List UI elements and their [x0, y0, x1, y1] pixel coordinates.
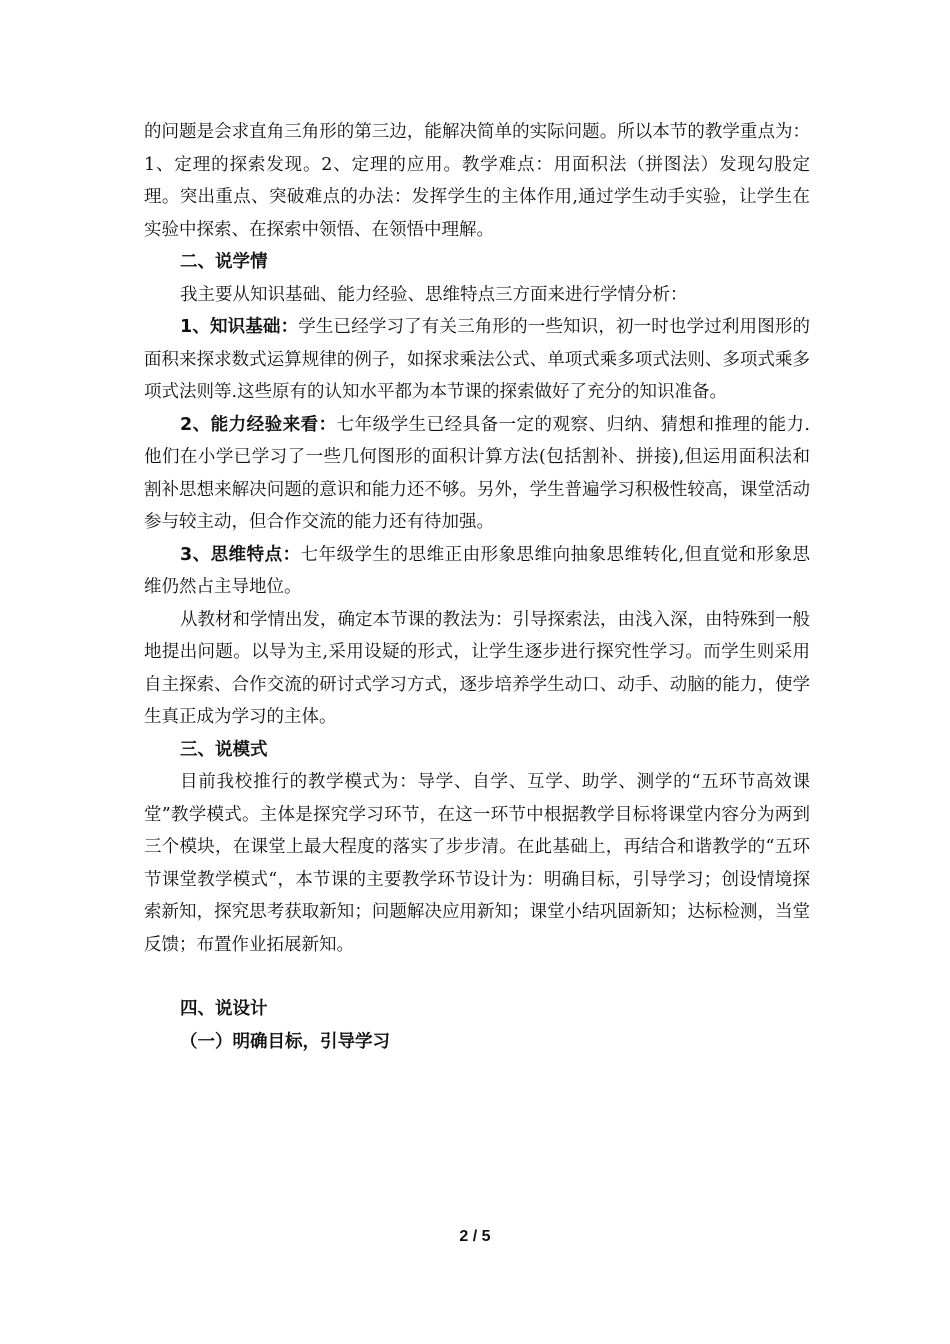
section-heading-design: 四、说设计 [180, 999, 268, 1019]
lead-ability-experience: 2、能力经验来看： [180, 414, 337, 435]
spacer [144, 961, 810, 993]
paragraph-knowledge-base [144, 311, 810, 409]
section-heading-student-analysis: 二、说学情 [180, 252, 268, 272]
paragraph-ability-experience [144, 409, 810, 539]
lead-knowledge-base: 1、知识基础： [180, 317, 299, 337]
lead-thinking-traits: 3、思维特点： [180, 544, 301, 565]
text-ability-experience: 七年级学生已经具备一定的观察、归纳、猜想和推理的能力. 他们在小学已学习了一些几何图形的面积计算方法(包括割补、拼接),但运用面积法和割补思想来解决问题的意识和能力还不够。另外，学生普遍学习积极性较高，课堂活动参与较主动，但合作交流的能力还有待加强。 [144, 414, 811, 532]
page-number: 2 / 5 [459, 1228, 491, 1245]
paragraph-thinking-traits [144, 539, 810, 604]
paragraph-teaching-method: 从教材和学情出发，确定本节课的教法为：引导探索法，由浅入深，由特殊到一般地提出问题。以导为主,采用设疑的形式，让学生逐步进行探究性学习。而学生则采用自主探索、合作交流的研讨式学习方式，逐步培养学生动口、动手、动脑的能力，使学生真正成为学习的主体。 [144, 609, 810, 727]
paragraph-analysis-intro: 我主要从知识基础、能力经验、思维特点三方面来进行学情分析： [180, 284, 688, 305]
subheading-clear-goals: （一）明确目标，引导学习 [180, 1031, 390, 1052]
document-body [144, 116, 810, 1058]
text-thinking-traits: 七年级学生的思维正由形象思维向抽象思维转化,但直觉和形象思维仍然占主导地位。 [144, 544, 811, 597]
text-knowledge-base: 学生已经学习了有关三角形的一些知识，初一时也学过利用图形的面积来探求数式运算规律的例子，如探求乘法公式、单项式乘多项式法则、多项式乘多项式法则等.这些原有的认知水平都为本节课的探索做好了充分的知识准备。 [144, 317, 810, 402]
paragraph-teaching-mode: 目前我校推行的教学模式为：导学、自学、互学、助学、测学的“五环节高效课堂”教学模式。主体是探究学习环节，在这一环节中根据教学目标将课堂内容分为两到三个模块，在课堂上最大程度的落实了步步清。在此基础上，再结合和谐教学的“五环节课堂教学模式“，本节课的主要教学环节设计为：明确目标，引导学习；创设情境探索新知，探究思考获取新知；问题解决应用新知；课堂小结巩固新知；达标检测，当堂反馈；布置作业拓展新知。 [144, 772, 810, 955]
paragraph-teaching-focus: 的问题是会求直角三角形的第三边，能解决简单的实际问题。所以本节的教学重点为：1、定理的探索发现。2、定理的应用。教学难点：用面积法（拼图法）发现勾股定理。突出重点、突破难点的办法：发挥学生的主体作用,通过学生动手实验，让学生在实验中探索、在探索中领悟、在领悟中理解。 [144, 122, 810, 240]
section-heading-mode: 三、说模式 [180, 739, 268, 760]
